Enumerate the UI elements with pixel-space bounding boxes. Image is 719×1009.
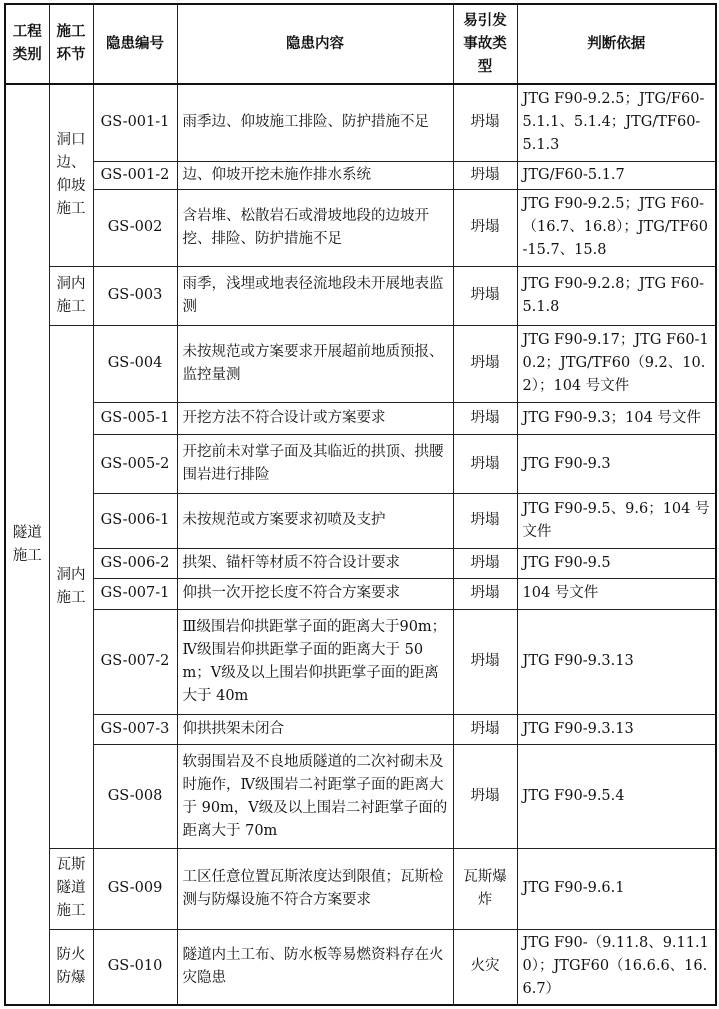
table-row <box>5 266 716 325</box>
table-row <box>5 435 716 494</box>
accident-type: 瓦斯爆炸 <box>453 848 517 929</box>
judgment-basis: JTG F90-（9.11.8、9.11.10）；JTGF60（16.6.6、16.6.7） <box>517 929 716 1005</box>
hazard-code: GS-007-1 <box>93 579 177 609</box>
hazard-code: GS-007-3 <box>93 714 177 744</box>
accident-type: 坍塌 <box>453 84 517 161</box>
segment-portal: 洞口边、仰坡施工 <box>49 84 93 266</box>
judgment-basis: JTG F90-9.6.1 <box>517 848 716 929</box>
accident-type: 坍塌 <box>453 435 517 494</box>
hazard-content: 含岩堆、松散岩石或滑坡地段的边坡开挖、排险、防护措施不足 <box>177 189 453 266</box>
header-segment: 施工环节 <box>49 4 93 84</box>
accident-type: 坍塌 <box>453 266 517 325</box>
hazard-content: Ⅲ级围岩仰拱距掌子面的距离大于90m；Ⅳ级围岩仰拱距掌子面的距离大于 50m；Ⅴ级及以上围岩仰拱距掌子面的距离大于 40m <box>177 609 453 714</box>
hazard-code: GS-008 <box>93 745 177 848</box>
table-row <box>5 189 716 266</box>
hazard-code: GS-010 <box>93 929 177 1005</box>
hazard-content: 开挖前未对掌子面及其临近的拱顶、拱腰围岩进行排险 <box>177 435 453 494</box>
accident-type: 坍塌 <box>453 714 517 744</box>
accident-type: 坍塌 <box>453 189 517 266</box>
header-row <box>5 4 716 84</box>
hazard-content: 仰拱拱架未闭合 <box>177 714 453 744</box>
hazard-code: GS-003 <box>93 266 177 325</box>
hazard-code: GS-006-1 <box>93 494 177 549</box>
accident-type: 坍塌 <box>453 325 517 402</box>
hazard-content: 软弱围岩及不良地质隧道的二次衬砌未及时施作，Ⅳ级围岩二衬距掌子面的距离大于 90m，Ⅴ级及以上围岩二衬距掌子面的距离大于 70m <box>177 745 453 848</box>
judgment-basis: JTG F90-9.5 <box>517 548 716 578</box>
accident-type: 火灾 <box>453 929 517 1005</box>
hazard-code: GS-001-2 <box>93 161 177 189</box>
table-row <box>5 325 716 402</box>
judgment-basis: 104 号文件 <box>517 579 716 609</box>
table-row <box>5 161 716 189</box>
header-code: 隐患编号 <box>93 4 177 84</box>
table-row <box>5 745 716 848</box>
hazard-content: 拱架、锚杆等材质不符合设计要求 <box>177 548 453 578</box>
judgment-basis: JTG F90-9.3；104 号文件 <box>517 402 716 434</box>
header-basis: 判断依据 <box>517 4 716 84</box>
table-row <box>5 84 716 161</box>
accident-type: 坍塌 <box>453 548 517 578</box>
hazard-content: 工区任意位置瓦斯浓度达到限值；瓦斯检测与防爆设施不符合方案要求 <box>177 848 453 929</box>
judgment-basis: JTG F90-9.2.5；JTG/F60-5.1.1、5.1.4；JTG/TF60-5.1.3 <box>517 84 716 161</box>
judgment-basis: JTG F90-9.5.4 <box>517 745 716 848</box>
table-row <box>5 402 716 434</box>
accident-type: 坍塌 <box>453 609 517 714</box>
judgment-basis: JTG/F60-5.1.7 <box>517 161 716 189</box>
header-category: 工程类别 <box>5 4 49 84</box>
judgment-basis: JTG F90-9.17；JTG F60-10.2；JTG/TF60（9.2、10.2）；104 号文件 <box>517 325 716 402</box>
hazard-content: 雨季，浅埋或地表径流地段未开展地表监测 <box>177 266 453 325</box>
hazard-code: GS-006-2 <box>93 548 177 578</box>
segment-inner-1: 洞内施工 <box>49 266 93 325</box>
category-cell: 隧道施工 <box>5 84 49 1005</box>
accident-type: 坍塌 <box>453 579 517 609</box>
judgment-basis: JTG F90-9.2.8；JTG F60-5.1.8 <box>517 266 716 325</box>
judgment-basis: JTG F90-9.5、9.6；104 号文件 <box>517 494 716 549</box>
table-row <box>5 848 716 929</box>
hazard-code: GS-005-1 <box>93 402 177 434</box>
table-row <box>5 579 716 609</box>
header-content: 隐患内容 <box>177 4 453 84</box>
hazard-code: GS-002 <box>93 189 177 266</box>
hazard-table-page <box>4 3 715 1006</box>
table-row <box>5 609 716 714</box>
hazard-content: 隧道内土工布、防水板等易燃资料存在火灾隐患 <box>177 929 453 1005</box>
table-row <box>5 929 716 1005</box>
accident-type: 坍塌 <box>453 745 517 848</box>
hazard-content: 未按规范或方案要求初喷及支护 <box>177 494 453 549</box>
segment-fire: 防火防爆 <box>49 929 93 1005</box>
segment-gas: 瓦斯隧道施工 <box>49 848 93 929</box>
hazard-table <box>4 3 717 1006</box>
hazard-code: GS-007-2 <box>93 609 177 714</box>
judgment-basis: JTG F90-9.3 <box>517 435 716 494</box>
judgment-basis: JTG F90-9.3.13 <box>517 714 716 744</box>
accident-type: 坍塌 <box>453 402 517 434</box>
hazard-code: GS-009 <box>93 848 177 929</box>
hazard-code: GS-001-1 <box>93 84 177 161</box>
hazard-content: 雨季边、仰坡施工排险、防护措施不足 <box>177 84 453 161</box>
judgment-basis: JTG F90-9.3.13 <box>517 609 716 714</box>
hazard-content: 边、仰坡开挖未施作排水系统 <box>177 161 453 189</box>
segment-inner-2: 洞内施工 <box>49 325 93 848</box>
table-row <box>5 714 716 744</box>
accident-type: 坍塌 <box>453 161 517 189</box>
hazard-content: 开挖方法不符合设计或方案要求 <box>177 402 453 434</box>
hazard-content: 仰拱一次开挖长度不符合方案要求 <box>177 579 453 609</box>
accident-type: 坍塌 <box>453 494 517 549</box>
hazard-code: GS-005-2 <box>93 435 177 494</box>
table-row <box>5 494 716 549</box>
table-row <box>5 548 716 578</box>
header-accident: 易引发事故类型 <box>453 4 517 84</box>
judgment-basis: JTG F90-9.2.5；JTG F60-（16.7、16.8）；JTG/TF60-15.7、15.8 <box>517 189 716 266</box>
hazard-code: GS-004 <box>93 325 177 402</box>
hazard-content: 未按规范或方案要求开展超前地质预报、监控量测 <box>177 325 453 402</box>
